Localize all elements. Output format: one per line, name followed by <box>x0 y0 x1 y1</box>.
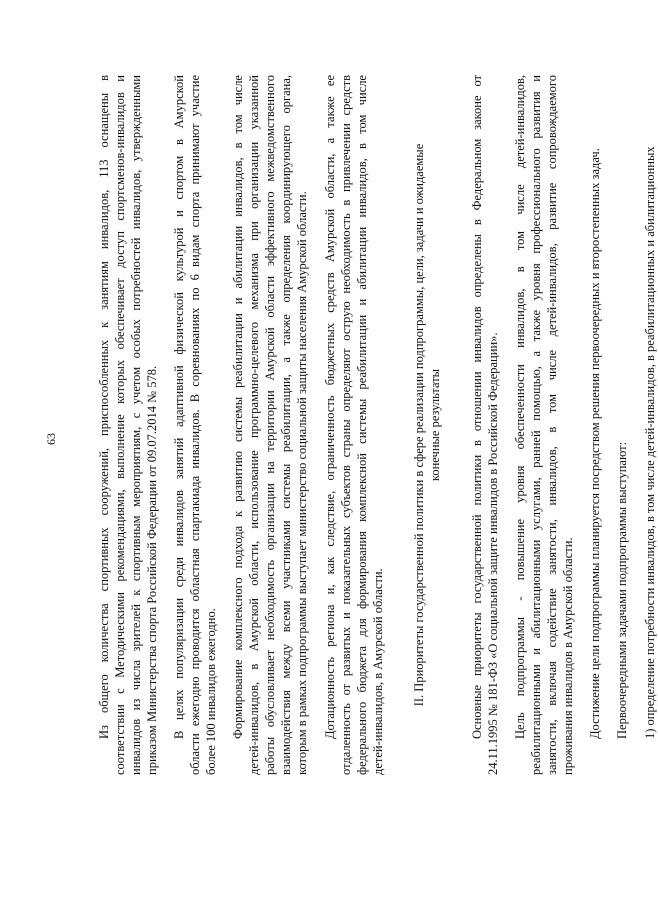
text-line: Дотационность региона и, как следствие, ограниченность бюджетных средств Амурской области, а также ее <box>322 75 337 739</box>
text-line: Из общего количества спортивных сооружений, приспособленных к занятиям инвалидов, 113 оснащены в <box>97 75 111 739</box>
text-line: соответствии с Методическими рекомендациями, выполнение которых обеспечивает доступ спортсменов-инвалидов и <box>113 75 127 775</box>
text-line: Основные приоритеты государственной политики в отношении инвалидов определены в Федеральном законе от <box>469 75 484 739</box>
rotated-text-block <box>96 75 657 775</box>
text-line: Достижение цели подпрограммы планируется посредством решения первоочередных и второстепенных задач. <box>588 148 603 739</box>
text-line: приказом Министерства спорта Российской Федерации от 09.07.2014 № 578. <box>145 365 159 775</box>
text-line: занятости, включая содействие занятости, инвалидов, в том числе детей-инвалидов, развитие сопровождаемого <box>545 75 559 775</box>
text-line: В целях популяризации среди инвалидов занятий адаптивной физической культурой и спортом в Амурской <box>172 75 187 739</box>
text-line: детей-инвалидов, в Амурской области. <box>370 568 385 775</box>
text-line: реабилитационными и абилитационными услугами, ранней помощью, а также уровня профессионального развития и <box>529 75 543 775</box>
heading-line: II. Приоритеты государственной политики в сфере реализации подпрограммы, цели, задачи и ожидаемые <box>412 143 427 707</box>
text-line: которым в рамках подпрограммы выступает министерство социальной защиты населения Амурской области. <box>295 191 310 775</box>
text-line: более 100 инвалидов ежегодно. <box>204 608 219 775</box>
text-line: Первоочередными задачами подпрограммы выступают: <box>615 441 630 739</box>
text-line: отдаленность от развитых и показательных субъектов страны определяют острую необходимость в привлечении средств <box>338 75 353 775</box>
text-line: детей-инвалидов, в Амурской области, использование программно-целевого механизма при организации указанной <box>247 75 262 775</box>
text-line: взаимодействия между всеми участниками системы реабилитации, а также определения координирующего органа, <box>279 75 294 775</box>
text-line: 1) определение потребности инвалидов, в том числе детей-инвалидов, в реабилитационных и абилитационных <box>642 146 657 739</box>
text-line: работы обусловливает необходимость организации на территории Амурской области эффективного межведомственного <box>263 75 278 775</box>
text-line: Формирование комплексного подхода к развитию системы реабилитации и абилитации инвалидов, в том числе <box>231 75 246 739</box>
text-line: федерального бюджета для формирования комплексной системы реабилитации и абилитации инвалидов, в том числе <box>354 75 369 775</box>
text-line: области ежегодно проводится областная спартакиада инвалидов. В соревнованиях по 6 видам спорта принимают участие <box>188 75 203 775</box>
heading-line: конечные результаты <box>428 368 443 482</box>
text-line: 24.11.1995 № 181-ФЗ «О социальной защите инвалидов в Российской Федерации». <box>485 332 500 775</box>
text-line: проживания инвалидов в Амурской области. <box>561 537 575 775</box>
text-line: Цель подпрограммы - повышение уровня обеспеченности инвалидов, в том числе детей-инвалидов, <box>513 75 527 739</box>
page-number: 63 <box>44 433 58 445</box>
text-line: инвалидов из числа зрителей к спортивным мероприятиям, с учетом особых потребностей инвалидов, утвержденными <box>129 75 143 775</box>
